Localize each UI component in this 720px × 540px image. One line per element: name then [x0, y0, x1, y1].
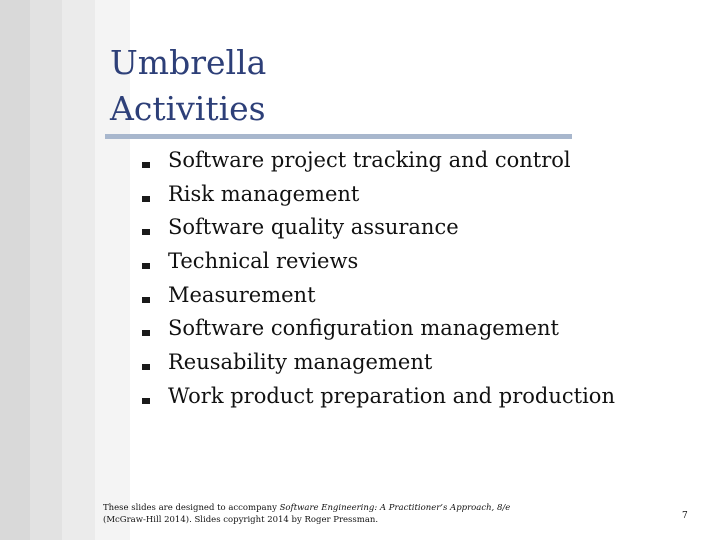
bullet-text: Work product preparation and production	[168, 383, 615, 408]
square-bullet-icon	[142, 398, 150, 404]
bullet-text: Reusability management	[168, 350, 433, 375]
bullet-text: Software quality assurance	[168, 215, 459, 240]
bullet-text: Measurement	[168, 282, 316, 307]
square-bullet-icon	[142, 229, 150, 235]
square-bullet-icon	[142, 263, 150, 269]
title-line-2: Activities	[110, 89, 266, 128]
footer-copyright	[103, 502, 543, 526]
bullet-text: Software configuration management	[168, 316, 559, 341]
title-line-1: Umbrella	[110, 43, 267, 82]
bullet-text: Risk management	[168, 181, 360, 206]
footer-text-part-2: (McGraw-Hill 2014). Slides copyright 2014 by Roger Pressman.	[103, 515, 379, 525]
title-underline-rule	[105, 134, 572, 139]
page-number: 7	[682, 511, 688, 521]
square-bullet-icon	[142, 330, 150, 336]
footer-book-title: Software Engineering: A Practitioner’s Approach, 8/e	[279, 503, 511, 513]
bullet-text: Technical reviews	[168, 249, 359, 274]
square-bullet-icon	[142, 162, 150, 168]
footer-text-part-1: These slides are designed to accompany	[103, 503, 280, 513]
slide-title	[110, 40, 266, 132]
square-bullet-icon	[142, 364, 150, 370]
square-bullet-icon	[142, 297, 150, 303]
square-bullet-icon	[142, 196, 150, 202]
bullet-text: Software project tracking and control	[168, 148, 571, 172]
